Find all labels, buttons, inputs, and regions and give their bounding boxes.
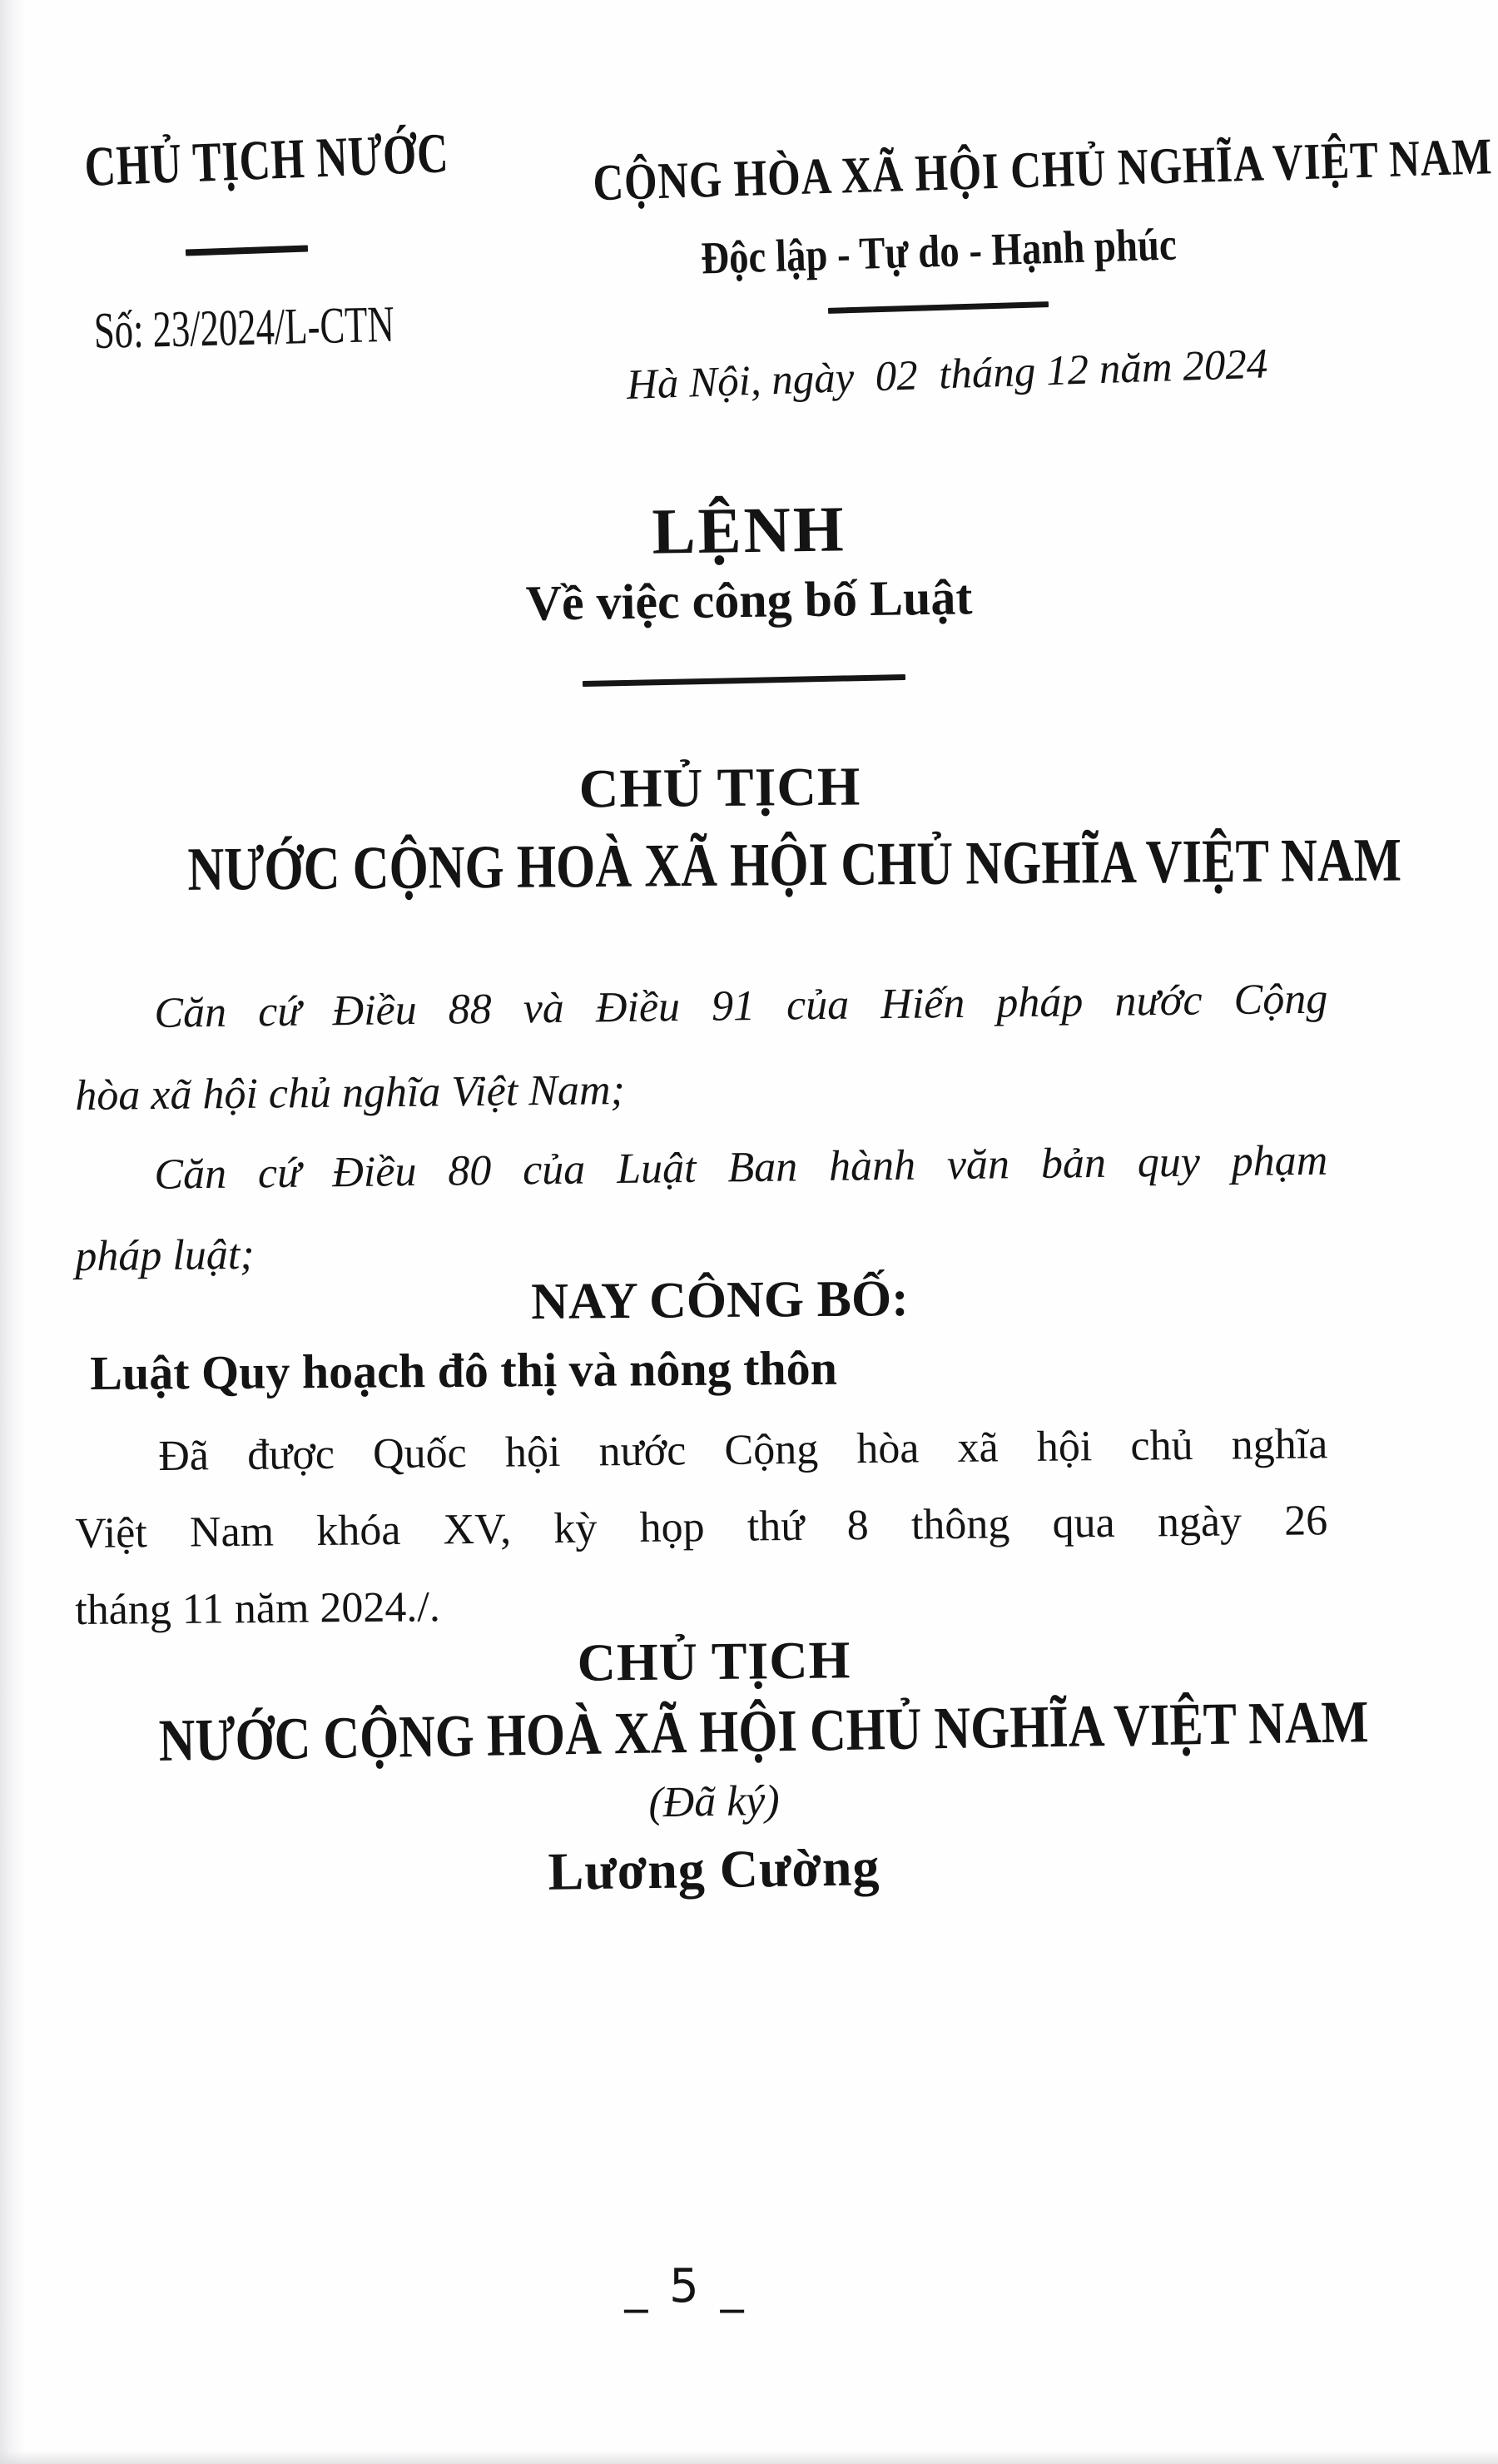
announce-heading: NAY CÔNG BỐ: bbox=[530, 1270, 910, 1330]
body-line1: Đã được Quốc hội nước Cộng hòa xã hội chủ nghĩa bbox=[158, 1420, 1328, 1480]
body-line2: Việt Nam khóa XV, kỳ họp thứ 8 thông qua ngày 26 bbox=[75, 1497, 1328, 1557]
page-number: _ 5 _ bbox=[624, 2259, 747, 2313]
issuer-title-line1: CHỦ TỊCH bbox=[578, 756, 861, 820]
scan-edge-bottom bbox=[0, 2451, 1498, 2464]
scan-edge-left bbox=[0, 0, 25, 2464]
left-header-divider bbox=[186, 245, 308, 256]
preamble-1-line1: Căn cứ Điều 88 và Điều 91 của Hiến pháp nước Cộng bbox=[154, 975, 1328, 1037]
signed-note: (Đã ký) bbox=[647, 1776, 781, 1827]
place-date-line: Hà Nội, ngày 02 tháng 12 năm 2024 bbox=[626, 340, 1269, 409]
document-number: Số: 23/2024/L-CTN bbox=[93, 296, 395, 360]
national-header: CỘNG HÒA XÃ HỘI CHỦ NGHĨA VIỆT NAM bbox=[592, 128, 1494, 212]
signer-name: Lương Cường bbox=[548, 1837, 880, 1901]
body-line3: tháng 11 năm 2024./. bbox=[75, 1583, 441, 1634]
document-title: LỆNH bbox=[651, 492, 847, 568]
preamble-1-line2: hòa xã hội chủ nghĩa Việt Nam; bbox=[75, 1066, 626, 1120]
issuer-title-line2: NƯỚC CỘNG HOÀ XÃ HỘI CHỦ NGHĨA VIỆT NAM bbox=[187, 826, 1402, 904]
preamble-2-line2: pháp luật; bbox=[75, 1230, 255, 1280]
national-motto: Độc lập - Tự do - Hạnh phúc bbox=[700, 218, 1178, 284]
law-title: Luật Quy hoạch đô thị và nông thôn bbox=[90, 1340, 838, 1400]
signature-title-line1: CHỦ TỊCH bbox=[577, 1630, 851, 1692]
document-subtitle: Về việc công bố Luật bbox=[525, 569, 973, 631]
signature-title-line2: NƯỚC CỘNG HOÀ XÃ HỘI CHỦ NGHĨA VIỆT NAM bbox=[158, 1688, 1370, 1774]
motto-divider bbox=[828, 301, 1049, 314]
title-divider bbox=[583, 674, 905, 687]
issuing-authority: CHỦ TỊCH NƯỚC bbox=[83, 121, 450, 198]
preamble-2-line1: Căn cứ Điều 80 của Luật Ban hành văn bản quy phạm bbox=[154, 1136, 1328, 1199]
